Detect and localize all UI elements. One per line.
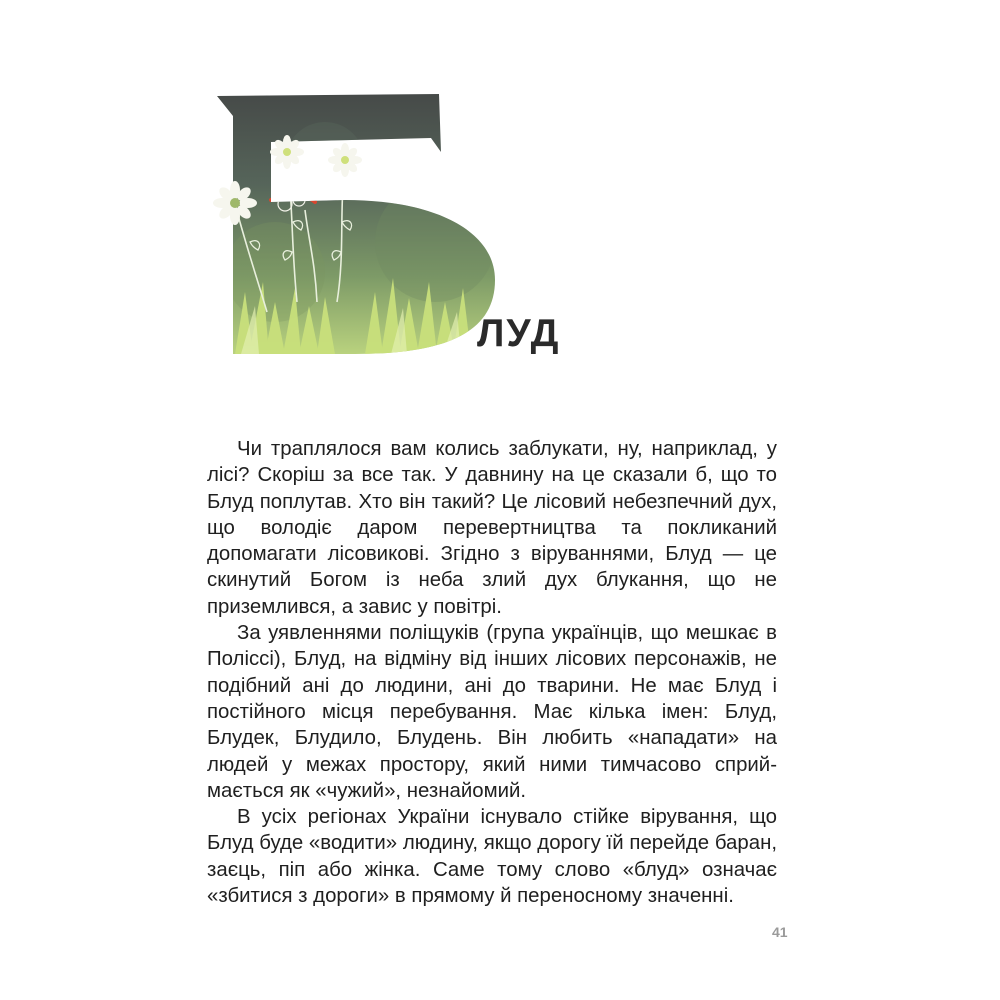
paragraph-1: Чи траплялося вам колись заблукати, ну, наприклад, у лісі? Скоріш за все так. У давнину на це сказали б, що то Блуд поплутав. Хто він такий? Це лісовий небезпечний дух, що володіє даром перевертництва та покликаний допомагати лісовикові. Згідно з віруваннями, Блуд — це скинутий Богом із неба злий дух блукання, що не приземлився, а завис у повітрі. <box>207 438 777 618</box>
chapter-title: ЛУД <box>477 312 561 355</box>
paragraph-2: За уявленнями поліщуків (група українців, що мешкає в Поліссі), Блуд, на відміну від інших лісових персонажів, не подібний ані до людини, ані до тварини. Не має Блуд і постійного місця перебування. Має кілька імен: Блуд, Блудек, Блудило, Блудень. Він любить «нападати» на людей у межах простору, який ними тимчасово сприймається як «чужий», незнайомий. <box>207 622 777 802</box>
paragraph-3: В усіх регіонах України існувало стійке вірування, що Блуд буде «водити» людину, якщо дорогу їй перейде баран, заєць, піп або жінка. Саме тому слово «блуд» означає «збитися з дороги» в прямому й переносному значенні. <box>207 806 777 908</box>
article-body <box>207 436 777 909</box>
daisy-flower-2 <box>328 143 362 177</box>
drop-cap-illustration <box>205 92 505 358</box>
red-accent <box>271 194 315 202</box>
letter-b-illustration <box>205 92 505 358</box>
page-number: 41 <box>772 924 788 940</box>
